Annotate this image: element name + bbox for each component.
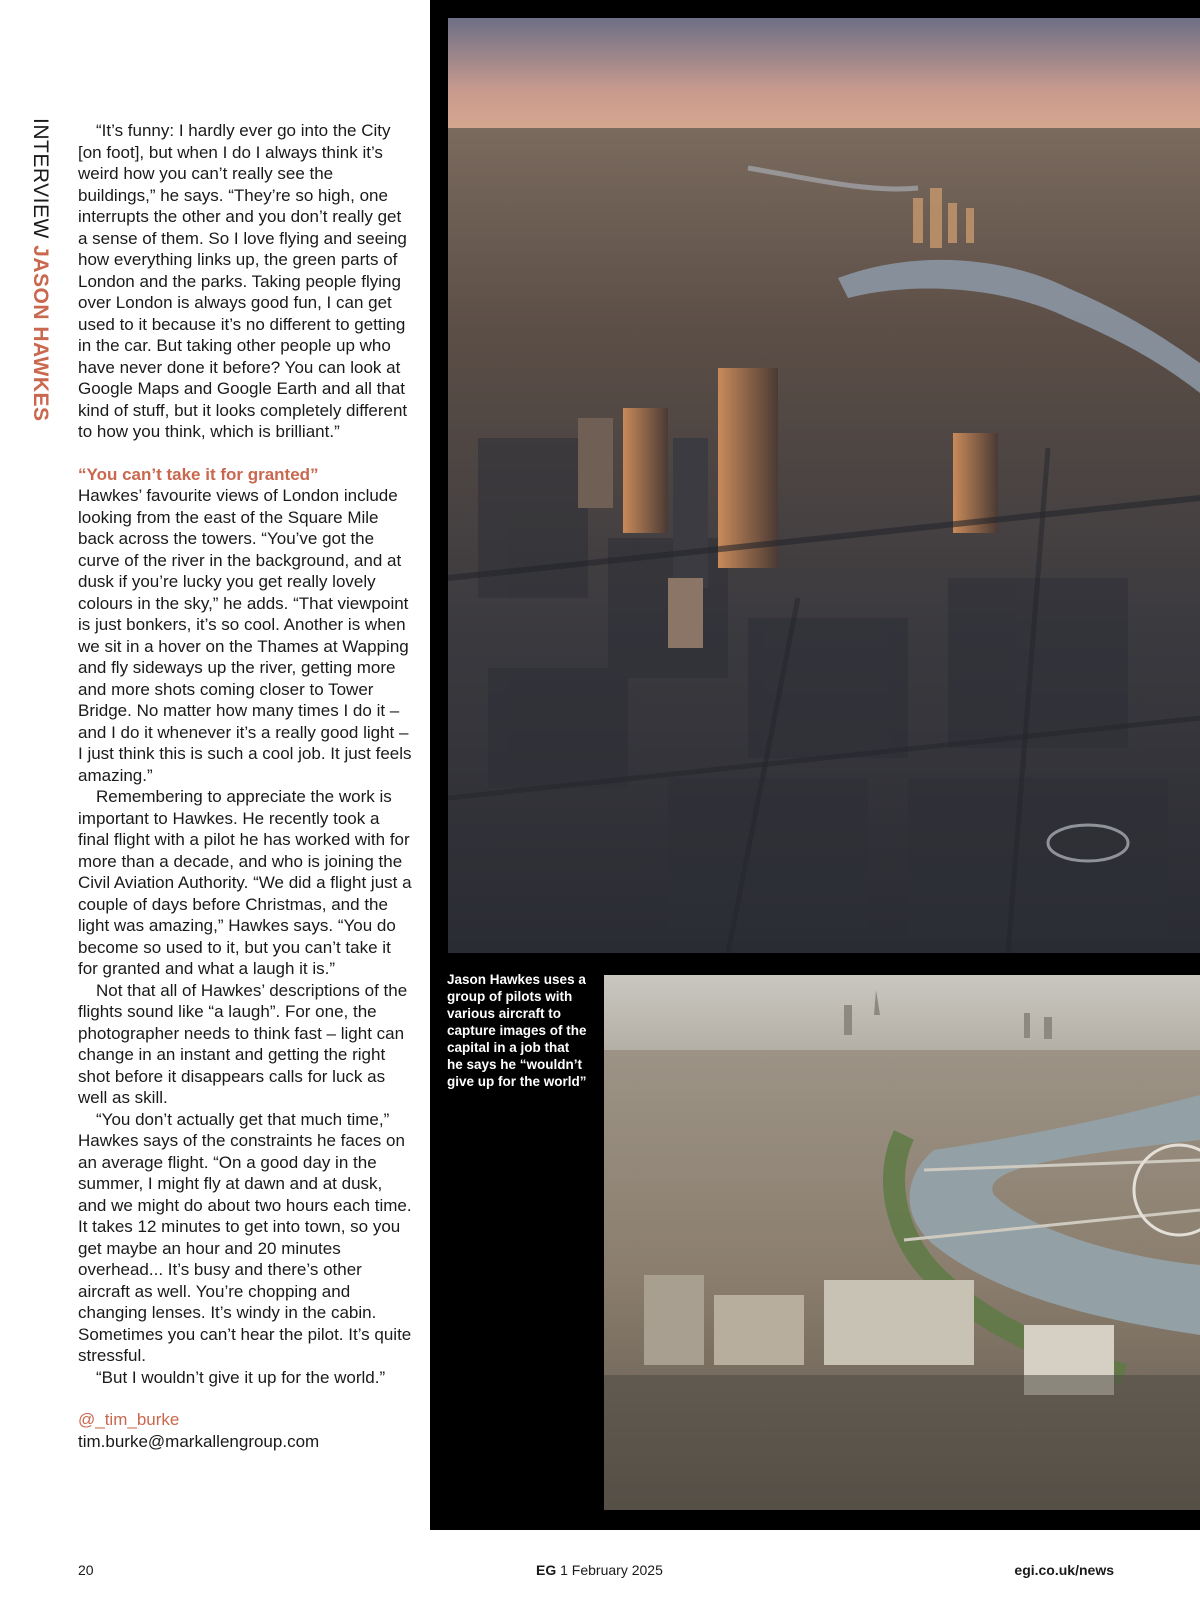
section-kicker: INTERVIEW xyxy=(29,118,52,239)
author-twitter-handle[interactable]: @_tim_burke xyxy=(78,1410,180,1429)
article-paragraph: “You don’t actually get that much time,” Hawkes says of the constraints he faces on an average flight. “On a good day in the summer, I might fly at dawn and at dusk, and we might do about two hours each time. It takes 12 minutes to get into town, so you get maybe an hour and 20 minutes overhead... It’s busy and there’s other aircraft as well. You’re chopping and changing lenses. It’s windy in the cabin. Sometimes you can’t hear the pilot. It’s quite stressful. xyxy=(78,1109,412,1365)
author-email[interactable]: tim.burke@markallengroup.com xyxy=(78,1431,320,1451)
photo-caption: Jason Hawkes uses a group of pilots with various aircraft to capture images of the capital in a job that he says he “wouldn’t give up for the world” xyxy=(447,972,587,1089)
article-paragraph: Remembering to appreciate the work is important to Hawkes. He recently took a final flight with a pilot he has worked with for more than a decade, and who is joining the Civil Aviation Authority. “We did a flight just a couple of days before Christmas, and the light was amazing,” Hawkes says. “You do become so used to it, but you can’t take it for granted and what a laugh it is.” xyxy=(78,787,412,978)
website-link[interactable]: egi.co.uk/news xyxy=(1014,1562,1114,1578)
article-paragraph: Not that all of Hawkes’ descriptions of the flights sound like “a laugh”. For one, the photographer needs to think fast – light can change in an instant and getting the right shot before it disappears calls for luck as well as skill. xyxy=(78,980,408,1107)
article-paragraph: “It’s funny: I hardly ever go into the City [on foot], but when I do I always think it’s weird how you can’t really see the buildings,” he says. “They’re so high, one interrupts the other and you don’t really get a sense of them. So I love flying and seeing how everything links up, the green parts of London and the parks. Taking people flying over London is always good fun, I can get used to it because it’s no different to getting in the car. But taking other people up who have never done it before? You can look at Google Maps and Google Earth and all that kind of stuff, but it looks completely different to how you think, which is brilliant.” xyxy=(78,121,408,441)
article-paragraph: “But I wouldn’t give it up for the world.” xyxy=(96,1367,386,1387)
aerial-photo-thames xyxy=(604,975,1200,1510)
article-body xyxy=(78,120,414,1452)
publication-name: EG xyxy=(536,1562,557,1578)
article-paragraph: Hawkes’ favourite views of London include looking from the east of the Square Mile back across the towers. “You’ve got the curve of the river in the background, and at dusk if you’re lucky you get really lovely colours in the sky,” he adds. “That viewpoint is just bonkers, it’s so cool. Another is when we sit in a hover on the Thames at Wapping and fly sideways up the river, getting more and more shots coming closer to Tower Bridge. No matter how many times I do it – and I do it whenever it’s a really good light – I just think this is such a cool job. It just feels amazing.” xyxy=(78,486,412,785)
issue-date: 1 February 2025 xyxy=(556,1562,663,1578)
issue-info xyxy=(536,1562,663,1578)
aerial-photo-city xyxy=(448,18,1200,953)
section-label xyxy=(30,118,51,422)
article-subhead: “You can’t take it for granted” xyxy=(78,464,319,484)
page-number: 20 xyxy=(78,1562,94,1578)
section-subject-name: JASON HAWKES xyxy=(29,245,52,422)
